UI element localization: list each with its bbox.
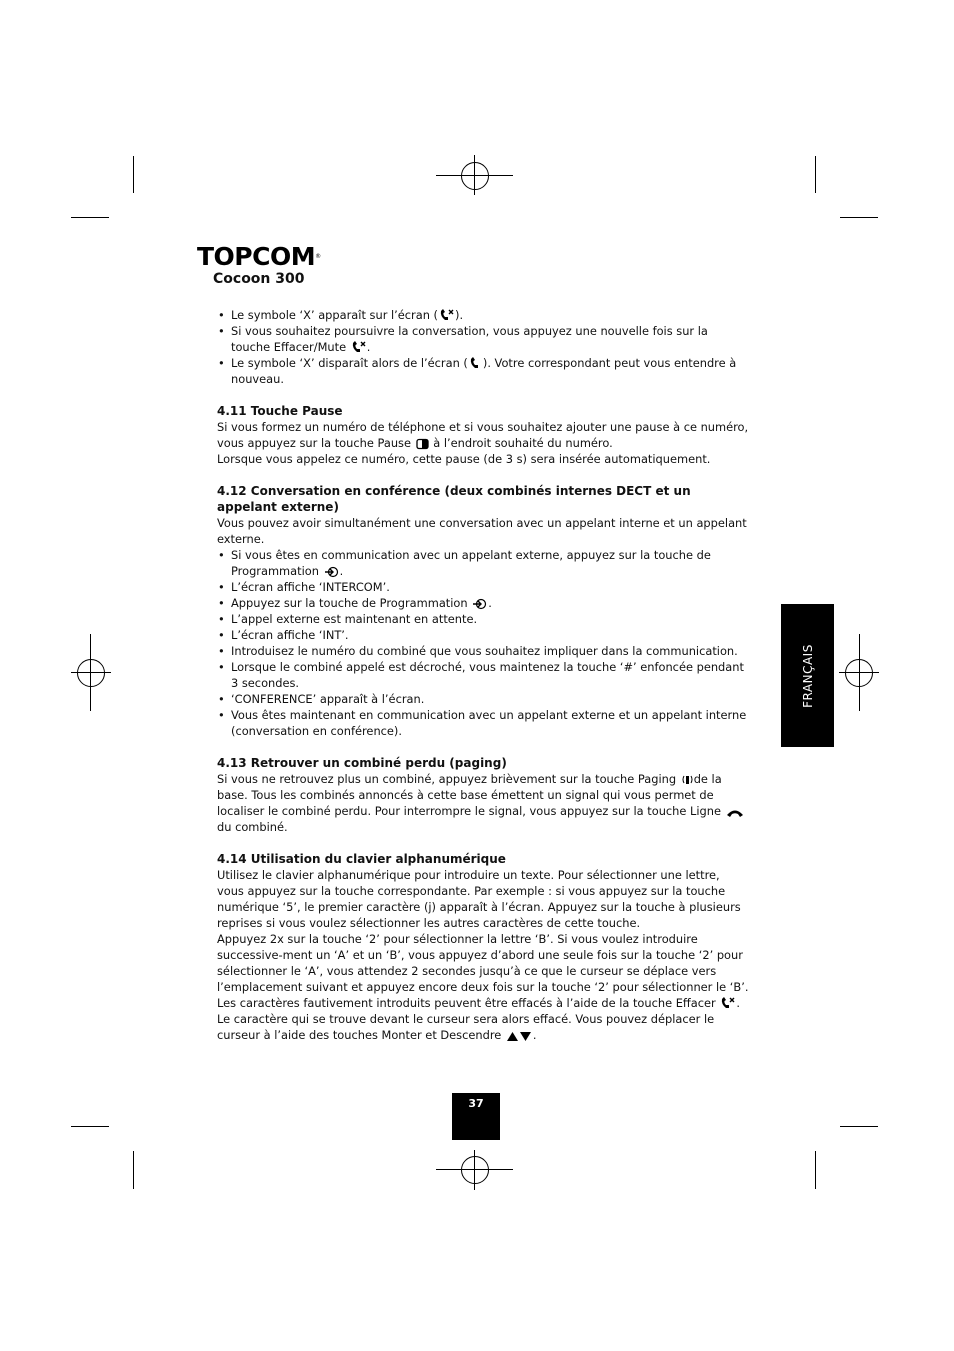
program-icon (324, 566, 339, 578)
mute-icon (439, 309, 454, 322)
page-header (197, 244, 321, 287)
registration-circle (461, 1156, 489, 1184)
registration-circle (461, 162, 489, 190)
section-title: 4.13 Retrouver un combiné perdu (paging) (217, 756, 507, 770)
section-title: 4.11 Touche Pause (217, 404, 343, 418)
list-item: • L’écran affiche ‘INT’. (217, 627, 749, 643)
section-4-11 (217, 403, 749, 467)
list-item: • Le symbole ‘X’ apparaît sur l’écran ( ). (217, 307, 749, 323)
up-down-arrows-icon (506, 1031, 532, 1042)
model-name: Cocoon 300 (213, 271, 305, 287)
crop-mark (815, 1151, 816, 1189)
crop-mark (840, 1126, 878, 1127)
list-item: • L’écran affiche ‘INTERCOM’. (217, 579, 749, 595)
section-4-13 (217, 755, 749, 835)
handset-icon (469, 357, 482, 370)
paragraph: Si vous ne retrouvez plus un combiné, appuyez brièvement sur la touche Paging de la base. Tous les combinés annoncés à cette base émettent un signal qui vous permet de localiser le combiné perdu. Pour interrompre le signal, vous appuyez sur la touche Ligne du combiné. (217, 771, 749, 835)
paragraph: Vous pouvez avoir simultanément une conversation avec un appelant interne et un appelant externe. (217, 516, 747, 546)
section-title: 4.14 Utilisation du clavier alphanumérique (217, 852, 506, 866)
paragraph: Si vous formez un numéro de téléphone et si vous souhaitez ajouter une pause à ce numéro, vous appuyez sur la touche Pause à l’endroit souhaité du numéro. (217, 420, 749, 450)
language-tab (781, 604, 834, 747)
paging-icon (681, 773, 693, 786)
page-number-box (452, 1093, 500, 1140)
registration-circle (845, 659, 873, 687)
crop-mark (840, 217, 878, 218)
paragraph: Utilisez le clavier alphanumérique pour introduire un texte. Pour sélectionner une lettre, vous appuyez sur la touche correspondante. Par exemple : si vous appuyez sur la touche numérique ‘5’, le premier caractère (j) apparaît à l’écran. Appuyez sur la touche à plusieurs reprises si vous voulez sélectionner les autres caractères de cette touche. (217, 868, 741, 930)
language-label: FRANÇAIS (800, 643, 815, 708)
list-item: • Lorsque le combiné appelé est décroché, vous maintenez la touche ‘#’ enfoncée pendant 3 secondes. (217, 659, 749, 691)
list-item: • Vous êtes maintenant en communication avec un appelant externe et un appelant interne (conversation en conférence). (217, 707, 749, 739)
list-item: • Introduisez le numéro du combiné que vous souhaitez impliquer dans la communication. (217, 643, 749, 659)
list-item: • ‘CONFERENCE’ apparaît à l’écran. (217, 691, 749, 707)
conference-steps (217, 547, 749, 739)
mute-bullets (217, 307, 749, 387)
mute-icon (351, 341, 366, 354)
program-icon (472, 598, 487, 610)
manual-content (217, 307, 749, 1043)
crop-mark (71, 1126, 109, 1127)
paragraph: Les caractères fautivement introduits peuvent être effacés à l’aide de la touche Effacer . Le caractère qui se trouve devant le curseur sera alors effacé. Vous pouvez déplacer le curseur à l’aide des touches Monter et Descendre . (217, 996, 740, 1042)
page-number: 37 (468, 1097, 484, 1110)
brand-logo: TOPCOM® (197, 242, 321, 271)
list-item: • Le symbole ‘X’ disparaît alors de l’écran ( ). Votre correspondant peut vous entendre à nouveau. (217, 355, 749, 387)
section-title: 4.12 Conversation en conférence (deux combinés internes DECT et un appelant externe) (217, 484, 691, 514)
list-item: • Appuyez sur la touche de Programmation . (217, 595, 749, 611)
paragraph: Appuyez 2x sur la touche ‘2’ pour sélectionner la lettre ‘B’. Si vous voulez introduire successive-ment un ‘A’ et un ‘B’, vous appuyez d’abord une seule fois sur la touche ‘2’ pour sélectionner le ‘A’, vous attendez 2 secondes jusqu’à ce que le curseur se déplace vers l’emplacement suivant et appuyez encore deux fois sur la touche ‘2’ pour sélectionner le ‘B’. (217, 932, 749, 994)
list-item: • Si vous souhaitez poursuivre la conversation, vous appuyez une nouvelle fois sur la touche Effacer/Mute . (217, 323, 749, 355)
crop-mark (815, 156, 816, 193)
crop-mark (133, 1151, 134, 1189)
list-item: • Si vous êtes en communication avec un appelant externe, appuyez sur la touche de Programmation . (217, 547, 749, 579)
line-handset-icon (726, 808, 744, 818)
crop-mark (71, 217, 109, 218)
section-4-12 (217, 483, 749, 739)
list-item: • L’appel externe est maintenant en attente. (217, 611, 749, 627)
crop-mark (133, 156, 134, 193)
paragraph: Lorsque vous appelez ce numéro, cette pause (de 3 s) sera insérée automatiquement. (217, 452, 711, 466)
mute-icon (720, 997, 735, 1010)
section-4-14 (217, 851, 749, 1043)
registration-circle (77, 659, 105, 687)
pause-icon (416, 438, 429, 450)
